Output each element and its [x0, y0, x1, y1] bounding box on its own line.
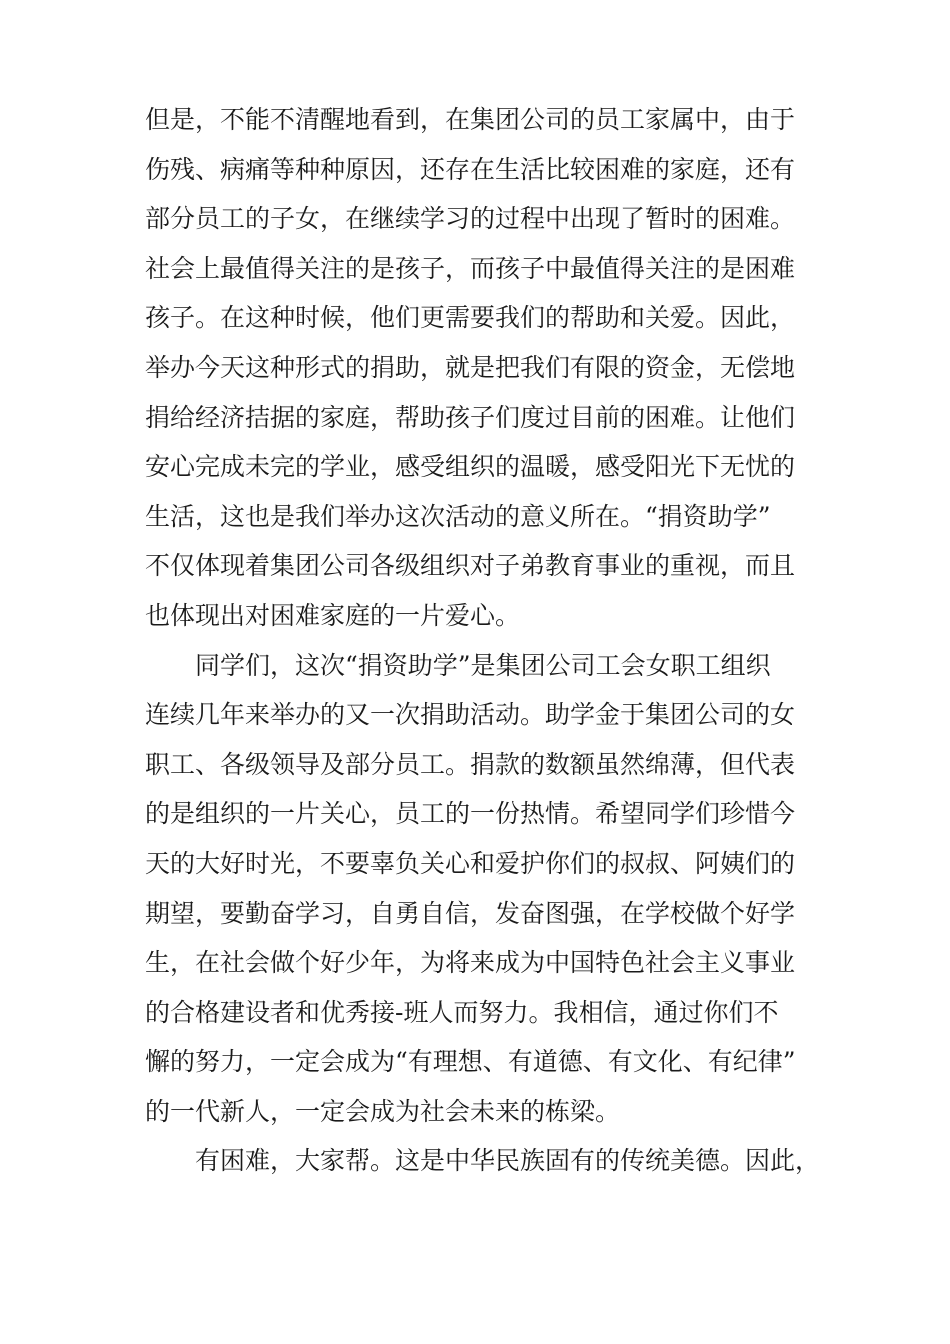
paragraph-start-line: 有困难，大家帮。这是中华民族固有的传统美德。因此，: [195, 1146, 821, 1176]
text-line: 但是，不能不清醒地看到，在集团公司的员工家属中，由于: [145, 105, 796, 134]
text-line: 的合格建设者和优秀接-班人而努力。我相信，通过你们不: [145, 997, 779, 1027]
text-line: 不仅体现着集团公司各级组织对子弟教育事业的重视，而且: [145, 551, 796, 581]
text-line: 举办今天这种形式的捐助，就是把我们有限的资金，无偿地: [145, 352, 796, 382]
text-line: 安心完成未完的学业，感受组织的温暖，感受阳光下无忧的: [145, 452, 796, 482]
text-line: 的是组织的一片关心，员工的一份热情。希望同学们珍惜今: [145, 799, 796, 829]
text-line: 伤残、病痛等种种原因，还存在生活比较困难的家庭，还有: [145, 154, 796, 184]
text-line: 期望，要勤奋学习，自勇自信，发奋图强，在学校做个好学: [145, 898, 796, 928]
text-line: 连续几年来举办的又一次捐助活动。助学金于集团公司的女: [145, 700, 796, 730]
body-text: [145, 95, 821, 1186]
text-line: 天的大好时光，不要辜负关心和爱护你们的叔叔、阿姨们的: [145, 848, 796, 878]
text-line: 部分员工的子女，在继续学习的过程中出现了暂时的困难。: [145, 204, 796, 234]
text-line: 的一代新人，一定会成为社会未来的栋梁。: [145, 1096, 621, 1126]
text-line: 捐给经济拮据的家庭，帮助孩子们度过目前的困难。让他们: [145, 402, 796, 432]
text-line: 也体现出对困难家庭的一片爱心。: [145, 600, 521, 630]
text-line: 懈的努力，一定会成为“有理想、有道德、有文化、有纪律”: [145, 1047, 796, 1077]
text-line: 孩子。在这种时候，他们更需要我们的帮助和关爱。因此，: [145, 303, 796, 333]
text-line: 职工、各级领导及部分员工。捐款的数额虽然绵薄，但代表: [145, 749, 796, 779]
text-line: 社会上最值得关注的是孩子，而孩子中最值得关注的是困难: [145, 253, 796, 283]
text-line: 生活，这也是我们举办这次活动的意义所在。“捐资助学”: [145, 501, 771, 531]
paragraph-start-line: 同学们，这次“捐资助学”是集团公司工会女职工组织: [195, 650, 771, 680]
text-line: 生，在社会做个好少年，为将来成为中国特色社会主义事业: [145, 948, 796, 978]
